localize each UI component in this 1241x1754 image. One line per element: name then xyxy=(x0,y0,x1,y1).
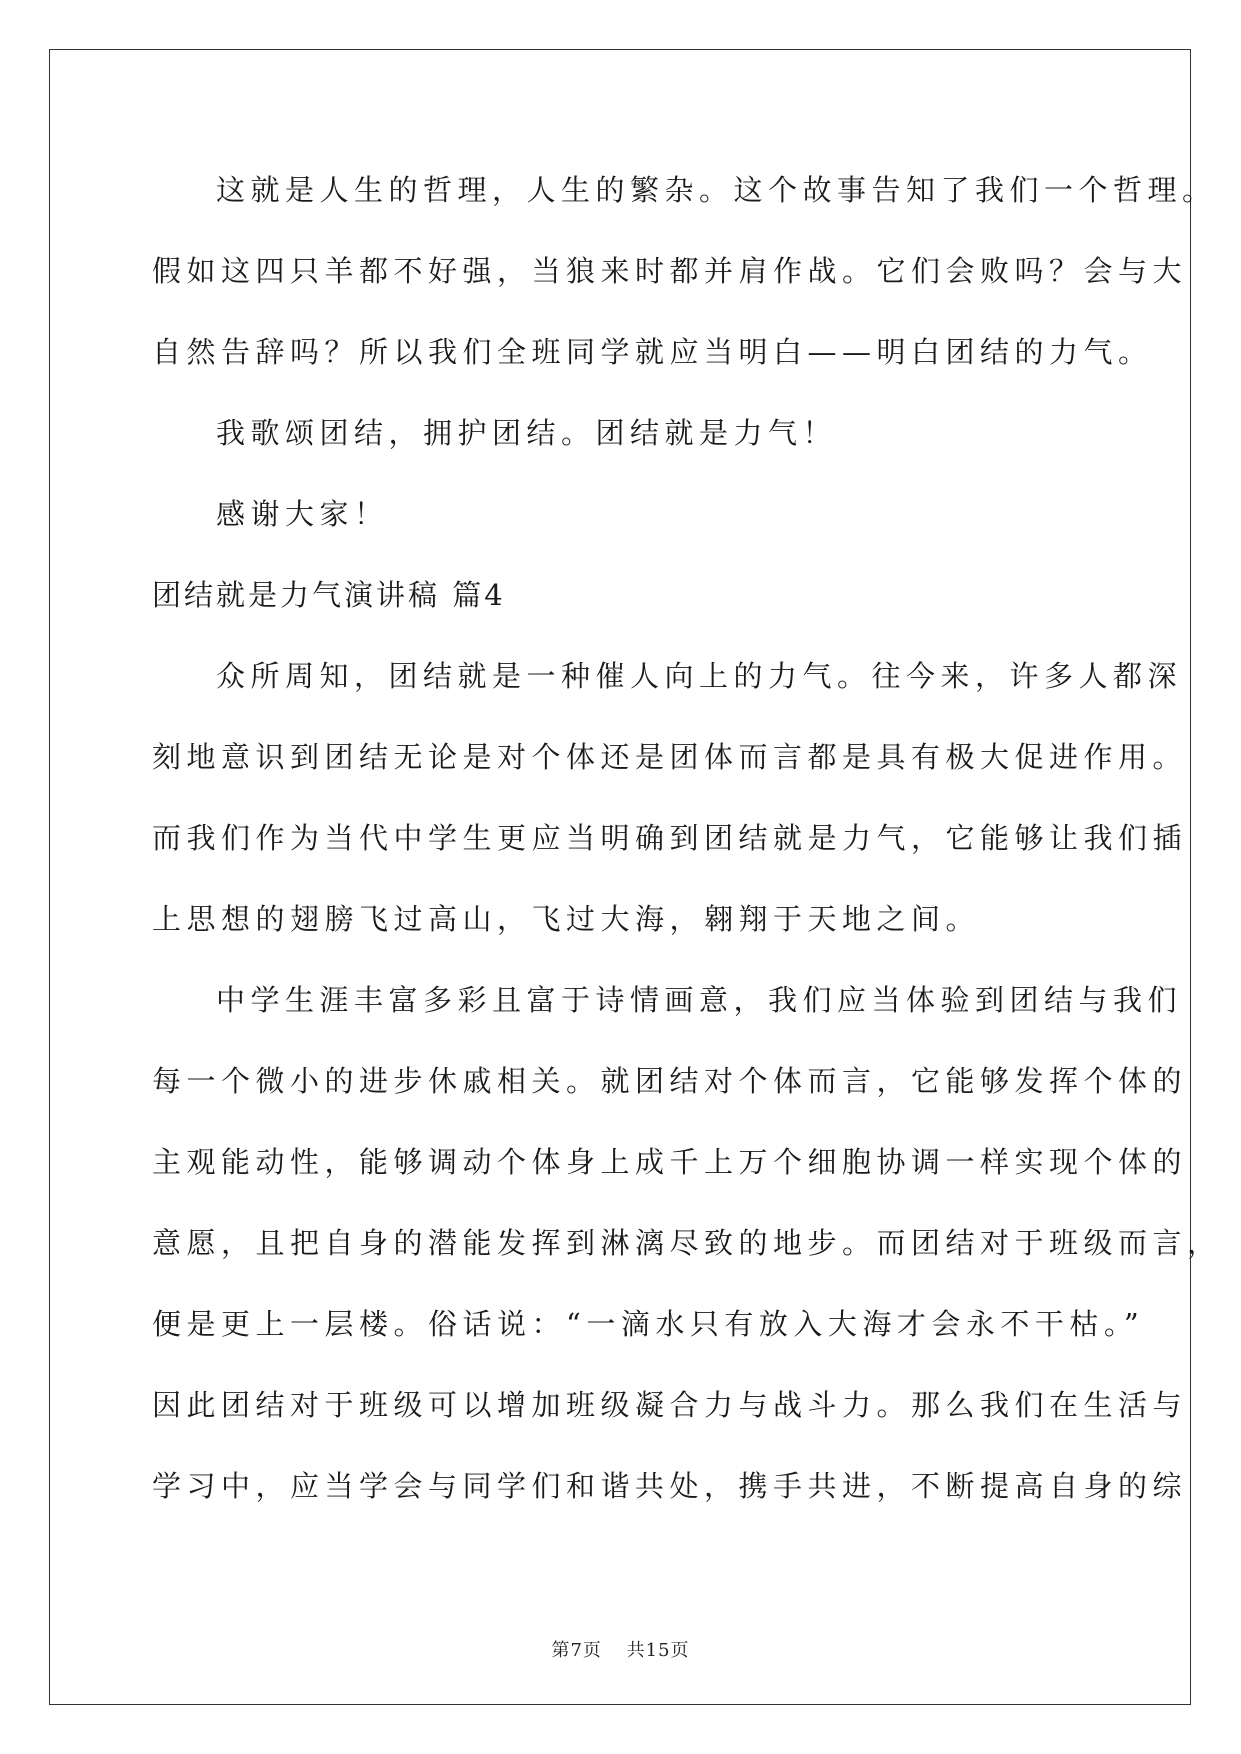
page-total: 共15页 xyxy=(626,1640,690,1661)
text-line: 而我们作为当代中学生更应当明确到团结就是力气，它能够让我们插 xyxy=(152,821,1188,855)
text-line: 中学生涯丰富多彩且富于诗情画意，我们应当体验到团结与我们 xyxy=(216,983,1183,1017)
paragraph xyxy=(152,165,1217,408)
page-footer xyxy=(0,1636,1241,1662)
section-heading: 团结就是力气演讲稿 篇4 xyxy=(152,578,506,612)
text-line: 众所周知，团结就是一种催人向上的力气。往今来，许多人都深 xyxy=(216,659,1183,693)
paragraph xyxy=(152,975,1222,1542)
text-line: 学习中，应当学会与同学们和谐共处，携手共进，不断提高自身的综 xyxy=(152,1469,1188,1503)
document-body xyxy=(152,165,1222,1542)
text-line: 每一个微小的进步休戚相关。就团结对个体而言，它能够发挥个体的 xyxy=(152,1064,1188,1098)
text-line: 我歌颂团结，拥护团结。团结就是力气！ xyxy=(216,416,838,450)
text-line: 感谢大家！ xyxy=(216,497,389,531)
text-line: 这就是人生的哲理，人生的繁杂。这个故事告知了我们一个哲理。 xyxy=(216,173,1217,207)
text-line: 意愿，且把自身的潜能发挥到淋漓尽致的地步。而团结对于班级而言， xyxy=(152,1226,1222,1260)
paragraph xyxy=(152,651,1188,975)
text-line: 自然告辞吗？所以我们全班同学就应当明白——明白团结的力气。 xyxy=(152,335,1153,369)
text-line: 上思想的翅膀飞过高山，飞过大海，翱翔于天地之间。 xyxy=(152,902,981,936)
text-line: 假如这四只羊都不好强，当狼来时都并肩作战。它们会败吗？会与大 xyxy=(152,254,1188,288)
paragraph xyxy=(152,489,1092,570)
text-line: 刻地意识到团结无论是对个体还是团体而言都是具有极大促进作用。 xyxy=(152,740,1188,774)
text-line: 因此团结对于班级可以增加班级凝合力与战斗力。那么我们在生活与 xyxy=(152,1388,1188,1422)
text-line: 主观能动性，能够调动个体身上成千上万个细胞协调一样实现个体的 xyxy=(152,1145,1188,1179)
text-line: 便是更上一层楼。俗话说：“一滴水只有放入大海才会永不干枯。” xyxy=(152,1307,1145,1341)
paragraph xyxy=(152,408,1092,489)
page-number: 第7页 xyxy=(551,1640,602,1661)
